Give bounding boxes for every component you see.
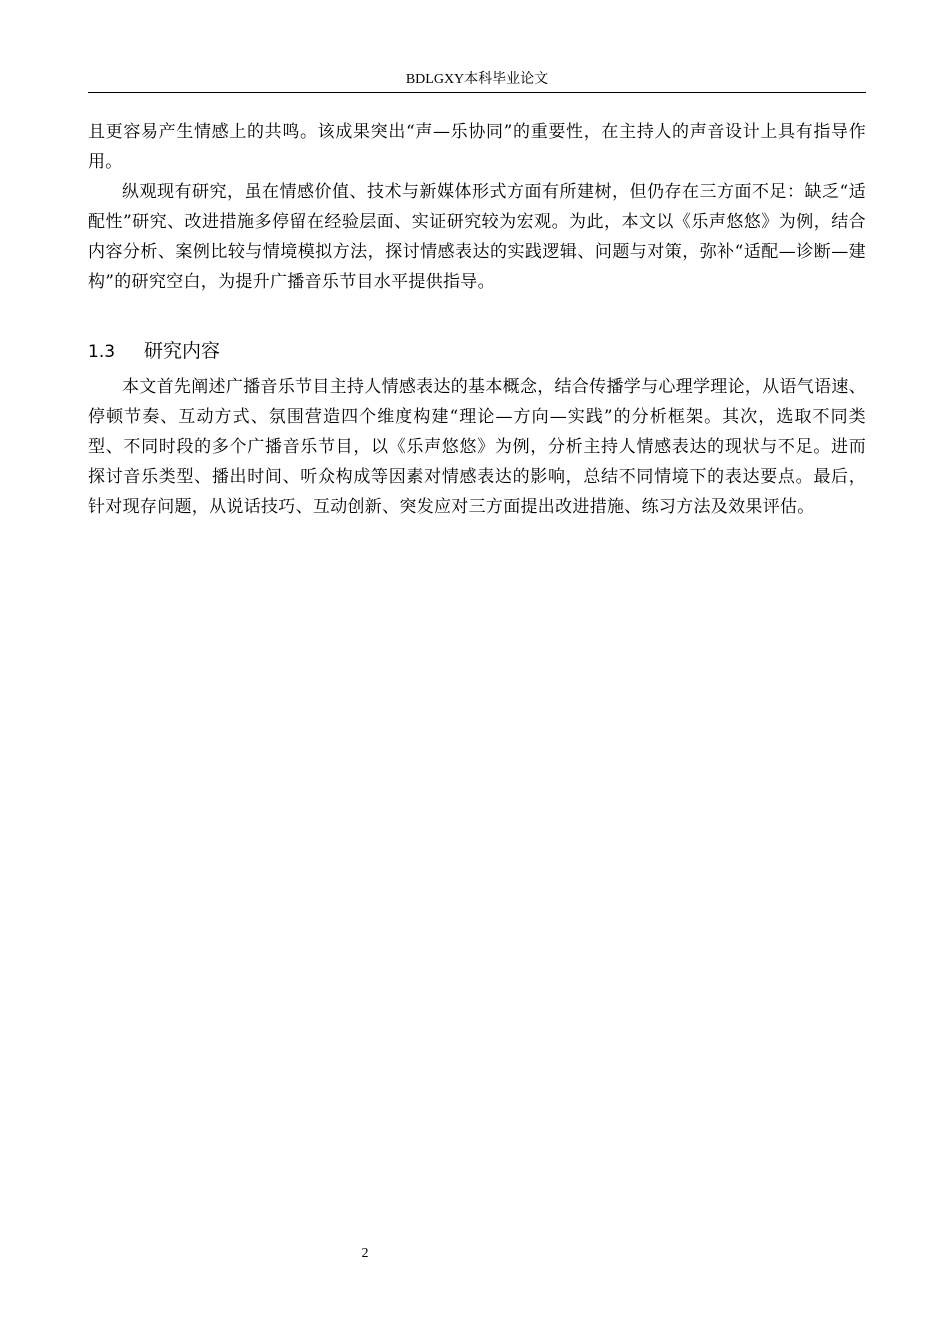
- body-text: [88, 117, 866, 522]
- header-rule: [88, 92, 866, 93]
- section-heading: [88, 335, 866, 368]
- section-title: 研究内容: [144, 340, 221, 362]
- paragraph-continuation: 且更容易产生情感上的共鸣。该成果突出“声—乐协同”的重要性，在主持人的声音设计上具有指导作用。: [88, 122, 866, 172]
- running-header: BDLGXY本科毕业论文: [405, 72, 549, 87]
- page-number: 2: [361, 1246, 369, 1261]
- section-number: 1.3: [88, 342, 116, 362]
- paragraph-research-content: 本文首先阐述广播音乐节目主持人情感表达的基本概念，结合传播学与心理学理论，从语气语速、停顿节奏、互动方式、氛围营造四个维度构建“理论—方向—实践”的分析框架。其次，选取不同类型、不同时段的多个广播音乐节目，以《乐声悠悠》为例，分析主持人情感表达的现状与不足。进而探讨音乐类型、播出时间、听众构成等因素对情感表达的影响，总结不同情境下的表达要点。最后，针对现存问题，从说话技巧、互动创新、突发应对三方面提出改进措施、练习方法及效果评估。: [88, 377, 866, 517]
- paragraph-literature-summary: 纵观现有研究，虽在情感价值、技术与新媒体形式方面有所建树，但仍存在三方面不足：缺乏“适配性”研究、改进措施多停留在经验层面、实证研究较为宏观。为此，本文以《乐声悠悠》为例，结合内容分析、案例比较与情境模拟方法，探讨情感表达的实践逻辑、问题与对策，弥补“适配—诊断—建构”的研究空白，为提升广播音乐节目水平提供指导。: [88, 182, 866, 292]
